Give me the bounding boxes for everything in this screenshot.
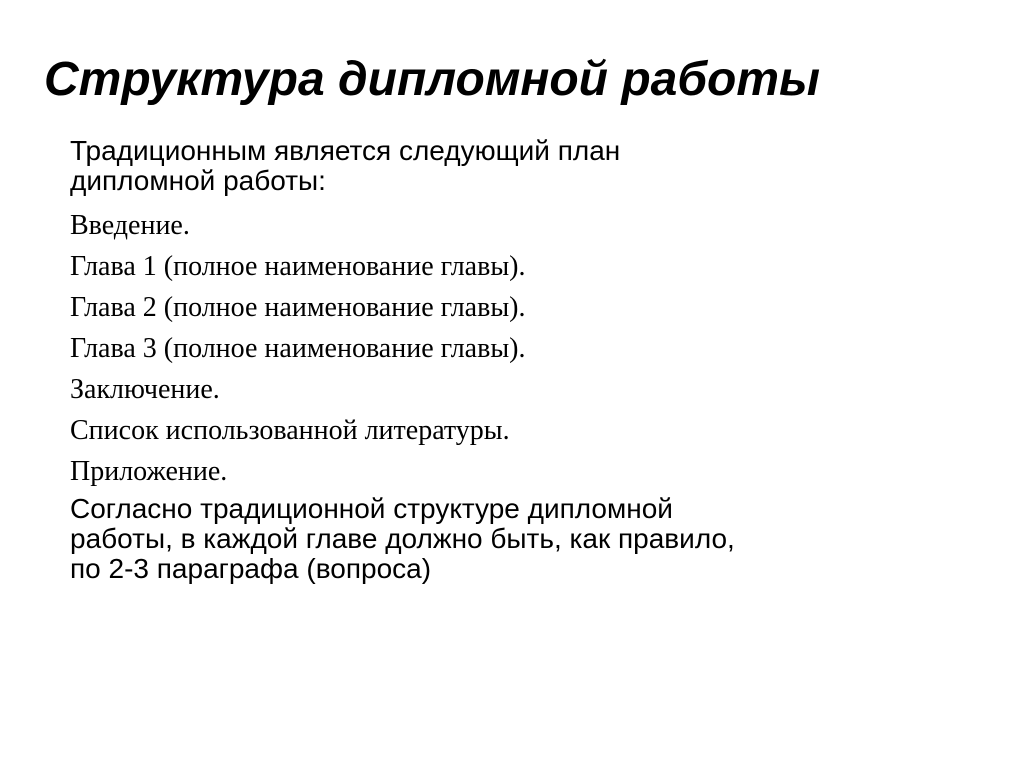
intro-paragraph: Традиционным является следующий план дипломной работы: (70, 135, 621, 196)
plan-item-references: Список использованной литературы. (70, 415, 510, 446)
plan-item-introduction: Введение. (70, 210, 190, 241)
plan-item-appendix: Приложение. (70, 456, 228, 487)
plan-item-conclusion: Заключение. (70, 374, 220, 405)
outro-paragraph: Согласно традиционной структуре дипломной работы, в каждой главе должно быть, как правило, по 2-3 параграфа (вопроса) (70, 493, 735, 584)
plan-item-chapter-2: Глава 2 (полное наименование главы). (70, 292, 526, 323)
plan-list (70, 205, 970, 492)
plan-item-chapter-3: Глава 3 (полное наименование главы). (70, 333, 526, 364)
slide-title: Структура дипломной работы (44, 53, 821, 106)
plan-item-chapter-1: Глава 1 (полное наименование главы). (70, 251, 526, 282)
